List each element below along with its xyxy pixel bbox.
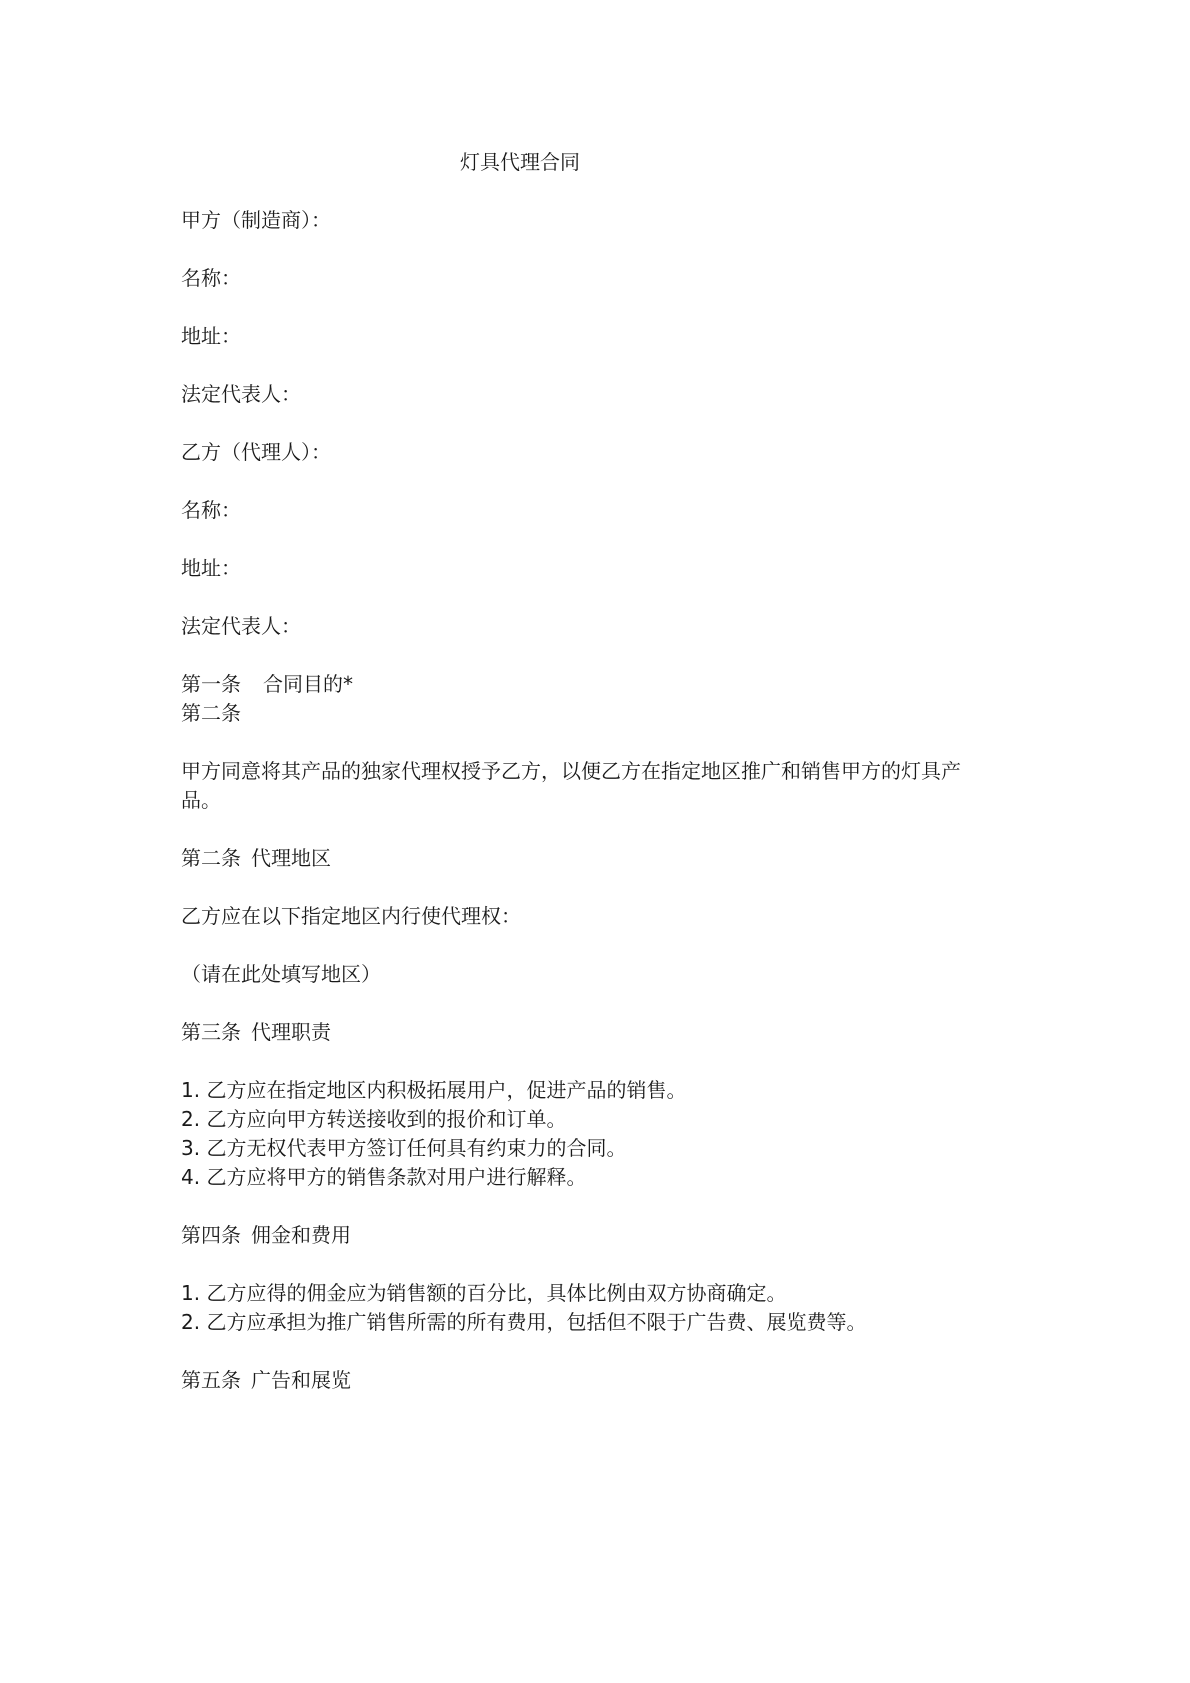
article1-body-line1: 甲方同意将其产品的独家代理权授予乙方，以便乙方在指定地区推广和销售甲方的灯具产	[181, 759, 961, 783]
article3-item: 1. 乙方应在指定地区内积极拓展用户，促进产品的销售。	[181, 1078, 687, 1102]
article5-title: 广告和展览	[251, 1368, 351, 1392]
party-b-name-label: 名称：	[181, 498, 241, 522]
article5-number: 第五条	[181, 1368, 241, 1392]
article3-heading	[181, 1019, 331, 1045]
article1-heading	[181, 671, 353, 697]
article1-sub: 第二条	[181, 701, 241, 725]
article4-number: 第四条	[181, 1223, 241, 1247]
article1-body-line2: 品。	[181, 788, 221, 812]
article4-item: 2. 乙方应承担为推广销售所需的所有费用，包括但不限于广告费、展览费等。	[181, 1310, 867, 1334]
article4-heading	[181, 1222, 351, 1248]
article5-heading	[181, 1367, 351, 1393]
party-a-rep-label: 法定代表人：	[181, 382, 301, 406]
party-b-heading: 乙方（代理人）：	[181, 440, 331, 464]
article2-placeholder: （请在此处填写地区）	[181, 962, 381, 986]
article2-number: 第二条	[181, 846, 241, 870]
article1-number: 第一条	[181, 672, 241, 696]
party-a-address-label: 地址：	[181, 324, 241, 348]
article3-number: 第三条	[181, 1020, 241, 1044]
party-b-address-label: 地址：	[181, 556, 241, 580]
article1-title: 合同目的*	[263, 672, 353, 696]
party-a-heading: 甲方（制造商）：	[181, 208, 331, 232]
article2-title: 代理地区	[251, 846, 331, 870]
article3-title: 代理职责	[251, 1020, 331, 1044]
document-title: 灯具代理合同	[460, 150, 580, 174]
article4-item: 1. 乙方应得的佣金应为销售额的百分比，具体比例由双方协商确定。	[181, 1281, 787, 1305]
article2-heading	[181, 845, 331, 871]
article4-title: 佣金和费用	[251, 1223, 351, 1247]
party-a-name-label: 名称：	[181, 266, 241, 290]
article2-body: 乙方应在以下指定地区内行使代理权：	[181, 904, 521, 928]
article3-item: 4. 乙方应将甲方的销售条款对用户进行解释。	[181, 1165, 587, 1189]
article3-item: 2. 乙方应向甲方转送接收到的报价和订单。	[181, 1107, 567, 1131]
article3-item: 3. 乙方无权代表甲方签订任何具有约束力的合同。	[181, 1136, 627, 1160]
party-b-rep-label: 法定代表人：	[181, 614, 301, 638]
